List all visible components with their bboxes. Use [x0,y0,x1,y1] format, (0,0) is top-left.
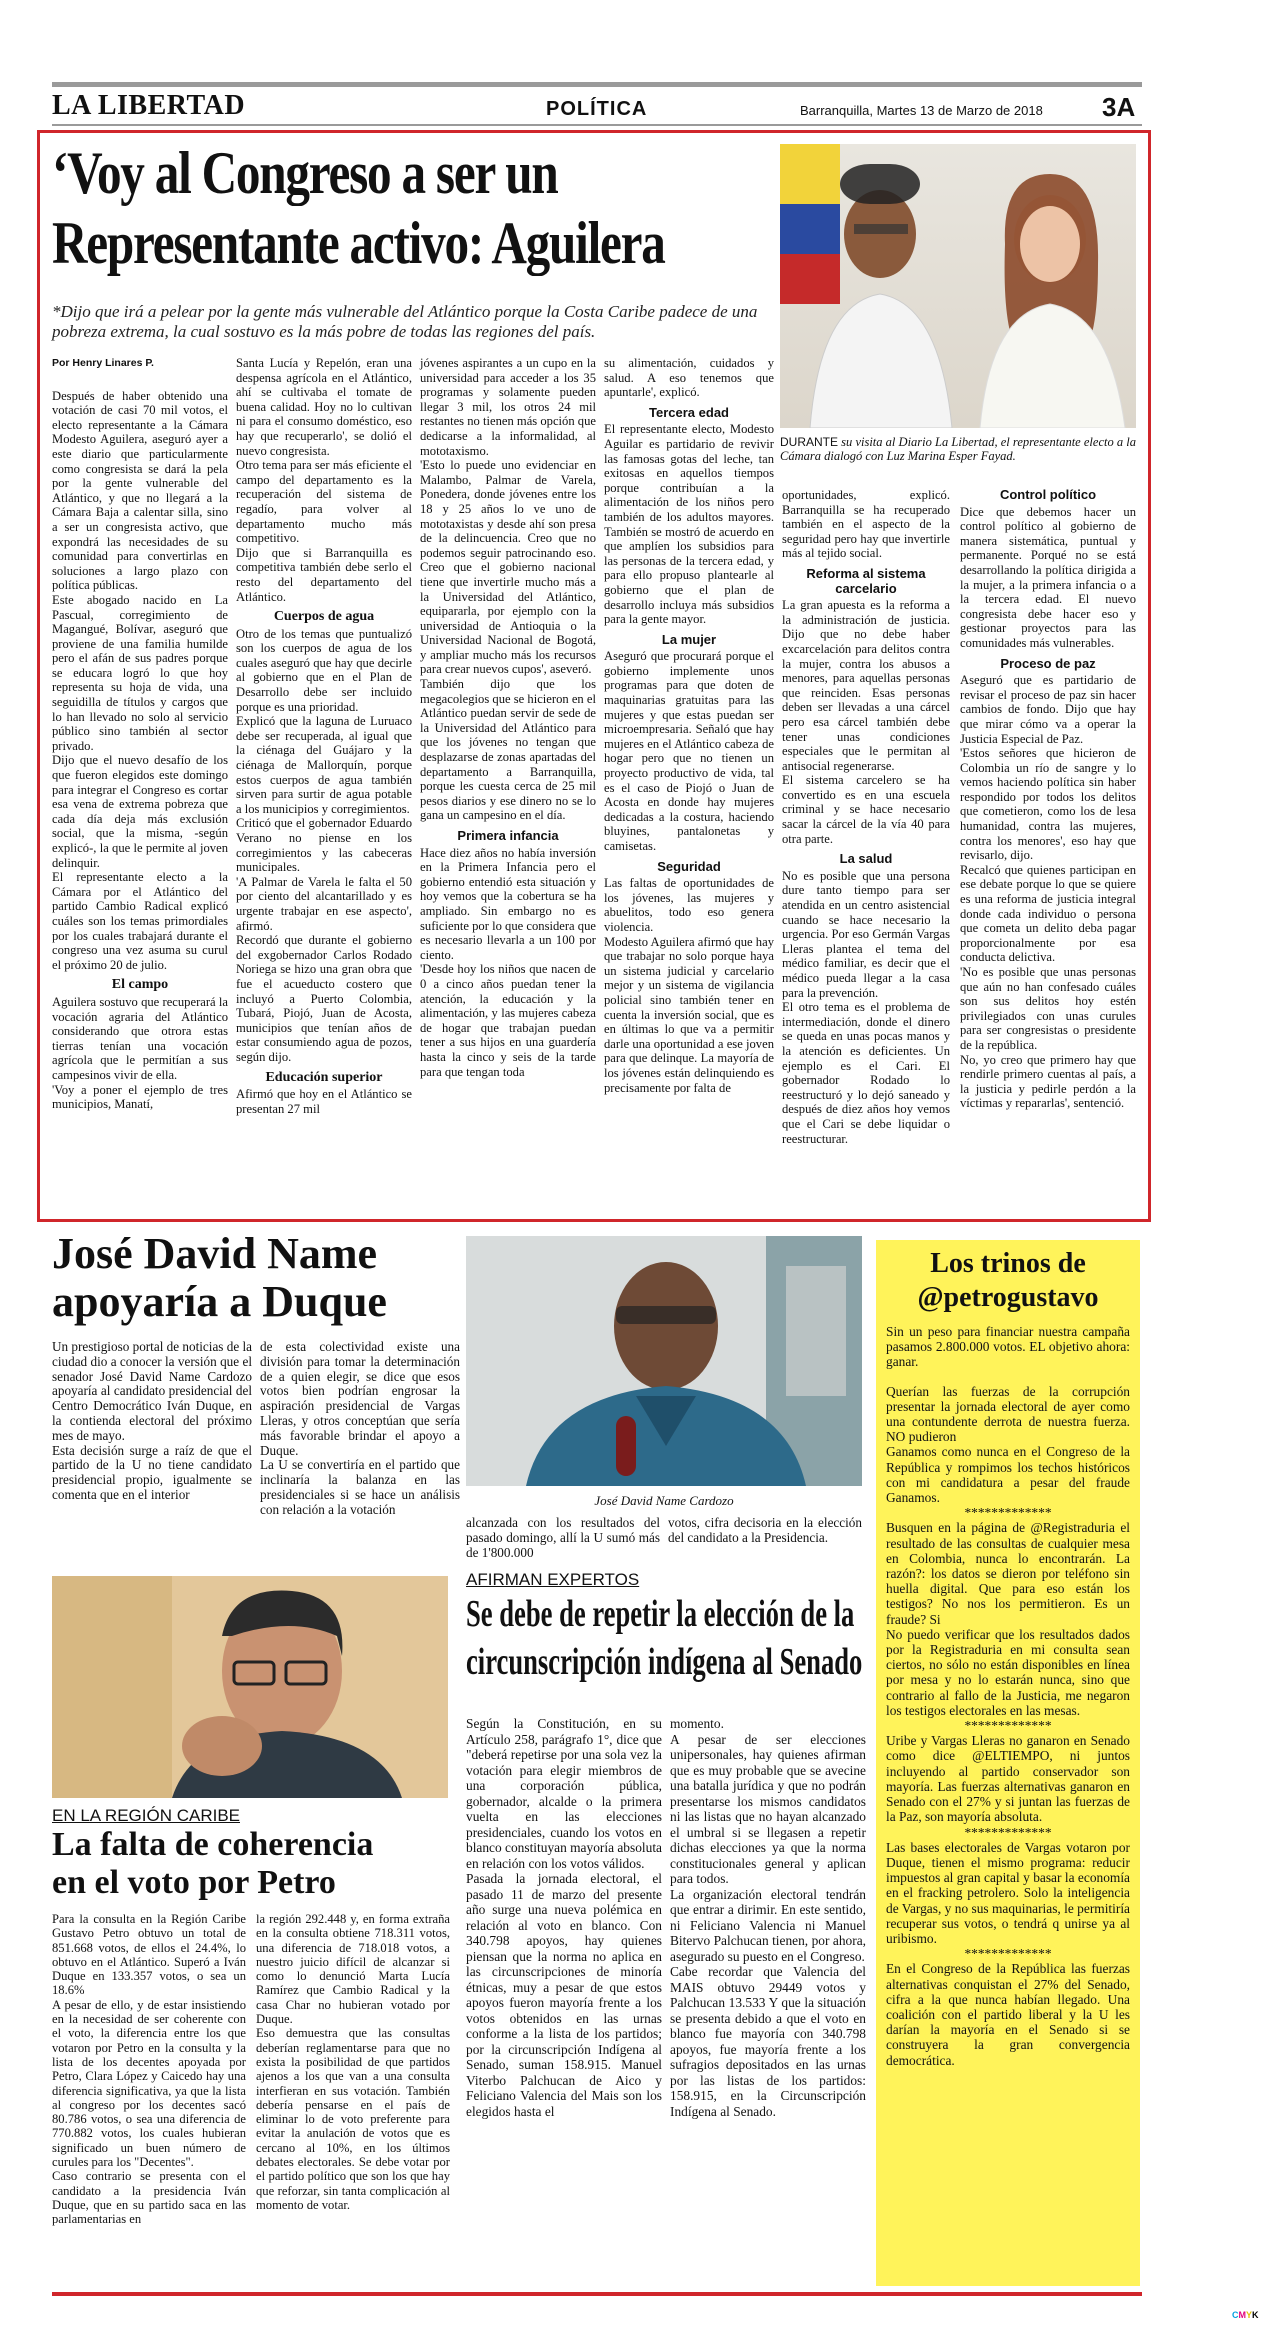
separator-3: ************* [964,1824,1052,1840]
name-column-3 [466,1516,660,1560]
name-headline-line2: apoyaría a Duque [52,1277,387,1326]
lead-col2-text: Santa Lucía y Repelón, eran una despensa agrícola en el Atlántico, ahí se cultivaba el tomate de buena calidad. Hoy no lo cultivan ni para el consumo doméstico, eso hay que recuperarlo', se dolió el nuevo congresista. Otro tema para ser más eficiente el campo del departamento es la recuperación del sistema de regadío, para volver al departamento mucho más competitivo. Dijo que si Barranquilla es competitiva también debe serlo el resto del departamento del Atlántico. [236,356,412,604]
name-column-1 [52,1340,252,1503]
lead-photo [780,144,1136,428]
lead-col4-text: su alimentación, cuidados y salud. A eso tenemos que apuntarle', explicó. [604,356,774,400]
name-photo-caption: José David Name Cardozo [594,1493,734,1508]
lead-column-1 [52,356,228,1112]
subhead-seguridad: Seguridad [657,858,721,874]
lead-col4c-text: Aseguró que procurará porque el gobierno implemente unos programas para que doten de maquinarias gratuitas para las mujeres y que estas puedan ser microempresaria. Señaló que hay mujeres en el Atlántico cabeza de hogar pero que no tienen un proyecto productivo de vida, tal es el caso de Piojó o Juan de Acosta en donde hay mujeres dedicadas a la costura, haciendo bluyines, pantalonetas y camisetas. [604,649,774,853]
subhead-el-campo: El campo [111,977,169,993]
lead-headline-line1: ‘Voy al Congreso a ser un [52,140,558,206]
lead-col6b-text: Aseguró que es partidario de revisar el proceso de paz sin hacer cambios de fondo. Dijo que hay que mirar cómo va a operar la Justicia Especial de Paz. 'Estos señores que hicieron de Colombia un río de sangre y lo vemos haciendo política sin haber respondido por todos los delitos que cometieron, como los de lesa humanidad, contra las mujeres, contra los menores', eso hay que revisarlo, dijo. Recalcó que quienes participan en ese debate porque lo que se quiere es una reforma de justicia integral donde cada individuo o persona que cometa un delito deba pagar proporcionalmente por esa conducta delictiva. 'No es posible que unas personas que aún no han confesado cuáles son sus delitos hoy estén privilegiados con unas curules para ser congresistas o presidente de la república. No, yo creo que primero hay que rendirle primero cuentas al país, a la justicia y pedirle perdón a la víctimas y repararlas', sentenció. [960,673,1136,1111]
subhead-la-salud: La salud [839,851,893,867]
trino-3: Busquen en la página de @Registraduria el resultado de las consultas de cualquier mesa en Colombia, nunca lo encontrarán. La razón?: los datos se dieron por teléfono sin huella digital. Que para eso están los testigos? No nos los permitieron. Es un fraude? Si No puedo verificar que los resultados dados por la Registraduria en mi consulta sean ciertos, no sólo no están disponibles en línea por mesa y no lo estarán nunca, sino que contrario al fallo de la Justicia, me negaron los testigos electorales en las mesas. [886,1520,1130,1718]
lead-col3-text: jóvenes aspirantes a un cupo en la universidad para acceder a los 35 programas y solamente pueden llegar 3 mil, los otros 24 mil restantes no tienen más opción que dedicarse a la informalidad, al mototaxismo. 'Esto lo puede uno evidenciar en Malambo, Palmar de Varela, Ponedera, donde jóvenes entre los 18 y 25 años lo ve uno de mototaxistas y desde ahí son presa de la delincuencia. Creo que no podemos seguir patrocinando eso. Creo que el gobierno nacional tiene que invertirle mucho más a la Universidad del Atlántico, equipararla, por ejemplo con la universidad de Antioquia o la Universidad Nacional de Bogotá, y ampliar mucho más los recursos para crear nuevos cupos', aseveró. También dijo que los megacolegios que se hicieron en el Atlántico puedan servir de sede de la Universidad del Atlántico para que los jóvenes no tengan que desplazarse de zonas apartadas del departamento a Barranquilla, porque les cuesta cerca de 25 mil pesos diarios y ese dinero no se lo gana un campesino en el día. [420,356,596,823]
subhead-la-mujer: La mujer [661,631,717,647]
name-column-2 [260,1340,460,1518]
bottom-rule [52,2292,1142,2296]
indigena-col2-text: momento. A pesar de ser elecciones unipersonales, hay quienes afirman que es muy probable que se avecine una batalla jurídica y que no podrán presentarse los mismos candidatos ni las listas que no hayan alcanzado el umbral si se llegasen a repetir dichas elecciones ya que la norma constitucionales general y aplican para todos. La organización electoral tendrán que entrar a dirimir. En este sentido, ni Feliciano Valencia ni Manuel Bitervo Palchucan tienen, por ahora, asegurado su puesto en el Congreso. Cabe recordar que Valencia del MAIS obtuvo 29449 votos y Palchucan 13.533 Y que la situación se presenta debido a que el voto en blanco fue mayoría con 340.798 apoyos, fue mayoría frente a los sufragios depositados en las urnas por las listas de los partidos: 158.915, en la Circunscripción Indígena al Senado. [670,1716,866,2119]
lead-column-5 [782,488,950,1146]
lead-deck: *Dijo que irá a pelear por la gente más vulnerable del Atlántico porque la Costa Caribe padece de una pobreza extrema, la cual sostuvo es la más pobre de todas las regiones del país. [52,302,758,341]
lead-col1-text: Después de haber obtenido una votación de casi 70 mil votos, el electo representante a la Cámara Modesto Aguilera, aseguró ayer a este diario que particularmente como congresista se dará la pela por la gente vulnerable del Atlántico, y que no llegará a la Cámara Baja a calentar silla, sino a ser un congresista activo, que expondrá las necesidades de su comunidad para convertirlas en soluciones a largo plazo con política públicas. Este abogado nacido en La Pascual, corregimiento de Magangué, Bolívar, aseguró que proviene de una familia humilde pero el afán de sus padres porque se educara logró lo que hoy representa su hoja de vida, una seguidilla de títulos y cargos que lo han llevado no solo al servicio público sino también al sector privado. Dijo que el nuevo desafío de los que fueron elegidos este domingo para integrar el Congreso es cortar esa vena de extrema pobreza que cada día deja más exclusión social, que la misma, -según explicó-, la que le permite al joven delinquir. El representante electo a la Cámara por el Atlántico del partido Cambio Radical explicó cuáles son los temas primordiales por los cuales trabajará durante el congreso una vez asuma su curul el próximo 20 de julio. [52,388,228,972]
separator-2: ************* [964,1718,1052,1734]
indigena-column-2 [670,1716,866,2119]
indigena-col1-text: Según la Constitución, en su Artículo 258, parágrafo 1°, dice que "deberá repetirse por una sola vez la votación para elegir miembros de una corporación pública, gobernador, alcalde o la primera vuelta en las elecciones presidenciales, cuando los votos en blanco constituyan mayoría absoluta en relación con los votos válidos. Pasada la jornada electoral, el pasado 11 de marzo del presente año surge una nueva polémica en relación al voto en blanco. Con 340.798 apoyos, hay quienes piensan que la norma no aplica en las circunscripciones de minoría étnicas, muy a pesar de que estos apoyos fueron mayoría frente a los votos obtenidos en las urnas conforme a la lista de los partidos; por la circunscripción Indígena al Senado, suman 158.915. Manuel Viterbo Palchucan de Aico y Feliciano Valencia del Mais son los elegidos hasta el [466,1716,662,2119]
petro-column-2 [256,1912,450,2212]
subhead-proceso-de-paz: Proceso de paz [1000,655,1096,671]
lead-column-3 [420,356,596,1079]
indigena-headline-line2: circunscripción indígena al Senado [466,1641,863,1683]
name-col1-text: Un prestigioso portal de noticias de la ciudad dio a conocer la versión que el senador José David Name Cardozo apoyaría al candidato presidencial del Centro Democrático Iván Duque, en la contienda electoral del próximo mes de mayo. Esta decisión surge a raíz de que el partido de la U no tiene candidato presidencial propio, igualmente se comenta que en el interior [52,1339,252,1502]
separator-1: ************* [964,1505,1052,1521]
petro-headline-line1: La falta de coherencia [52,1826,374,1863]
petro-photo [52,1576,448,1798]
lead-photo-caption [780,435,1136,463]
separator-4: ************* [964,1946,1052,1962]
petro-col1-text: Para la consulta en la Región Caribe Gustavo Petro obtuvo un total de 851.668 votos, de ellos el 24.4%, lo obtuvo en el Atlántico. Superó a Iván Duque en 133.357 votos, o sea un 18.6% A pesar de ello, y de estar insistiendo en la necesidad de ser coherente con el voto, la diferencia entre los que votaron por Petro en la consulta y la lista de los decentes apoyada por Petro, Clara López y Caicedo hay una diferencia significativa, ya que la lista al congreso por los decentes sacó 80.786 votos, o sea una diferencia de 770.882 votos, los cuales hubieran significado un buen número de curules para los "Decentes". Caso contrario se presenta con el candidato a la presidencia Iván Duque, que en su partido saca en las parlamentarias en [52,1912,246,2227]
trino-1: Sin un peso para financiar nuestra campaña pasamos 2.800.000 votos. EL objetivo ahora: ganar. [886,1324,1130,1370]
lead-col2b-text: Otro de los temas que puntualizó son los cuerpos de agua de los cuales aseguró que hay que decirle al gobierno que en el Plan de Desarrollo debe ser incluido porque es una prioridad. Explicó que la laguna de Luruaco debe ser recuperada, al igual que la ciénaga del Guájaro y la ciénaga de Mallorquín, porque estos cuerpos de agua también sirven para surtir de agua potable a los municipios y corregimientos. Criticó que el gobernador Eduardo Verano no piense en los corregimientos y las cabeceras municipales. 'A Palmar de Varela le falta el 50 por ciento del alcantarillado y es urgente trabajar en ese aspecto', afirmó. Recordó que durante el gobierno del exgobernador Carlos Rodado Noriega se hizo una gran obra que fue el acueducto costero que incluyó a Puerto Colombia, Tubará, Piojó, Juan de Acosta, municipios que tenían años de estar consumiendo agua de pozos, según dijo. [236,626,412,1064]
section-name: POLÍTICA [546,98,648,120]
petro-headline-line2: en el voto por Petro [52,1864,336,1901]
name-column-4 [668,1516,862,1546]
lead-col4b-text: El representante electo, Modesto Aguilar es partidario de revivir las famosas gotas del leche, tan exitosas en aquellos tiempos porque contribuían a la alimentación de los niños pero también de los adultos mayores. También se mostró de acuerdo en que amplíen los subsidios para las personas de la tercera edad, y para ello propuso plantearle al gobierno que el plan de desarrollo incluya más subsidios para la gente mayor. [604,422,774,627]
lead-column-6 [960,488,1136,1111]
lead-col1b-text: Aguilera sostuvo que recuperará la vocación agraria del Atlántico considerando que otrora estas tierras tenían una vocación agrícola que le permitían a sus campesinos vivir de ella. 'Voy a poner el ejemplo de tres municipios, Manatí, [52,994,228,1112]
name-headline-line1: José David Name [52,1229,378,1278]
subhead-cuerpos-de-agua: Cuerpos de agua [273,609,375,625]
lead-col4d-text: Las faltas de oportunidades de los jóvenes, las mujeres y abuelitos, todo eso genera violencia. Modesto Aguilera afirmó que hay que trabajar no solo porque haya un sistema judicial y carcelario mejor y un sistema de vigilancia policial sino también tener en cuenta la inversión social, que es en últimas lo que va a permitir darle una oportunidad a ese joven para que delinque. La mayoría de los jóvenes están delinquiendo es precisamente por falta de [604,876,774,1095]
dateline: Barranquilla, Martes 13 de Marzo de 2018 [800,103,1043,118]
subhead-reforma-carcelaria: Reforma al sistema carcelario [806,565,926,596]
trino-5: Las bases electorales de Vargas votaron por Duque, tienen el mismo programa: reducir impuestos al gran capital y basar la economía en el fracking petrolero. Solo la inteligencia de Vargas, y no sus maquinarias, le permitiría recuperar sus votos, o tendrá q unirse ya al uribismo. [886,1839,1130,1946]
trinos-title-line2: @petrogustavo [917,1282,1099,1313]
petro-col2-text: la región 292.448 y, en forma extraña en la consulta obtiene 718.311 votos, una diferencia de 718.018 votos, a nuestro juicio difícil de alcanzar si como lo denunció Marta Lucía Ramírez que Cambio Radical y la casa Char no hubieran votado por Duque. Eso demuestra que las consultas deberían reglamentarse para que no exista la posibilidad de que partidos ajenos a los que van a una consulta interfieran en sus votación. También debería pensarse en el país de eliminar lo de voto preferente para evitar la anulación de votos que es cercano al 10%, en los últimos debates electorales. Se debe votar por el partido político que son los que hay que reforzar, sin tanta complicación al momento de votar. [256,1912,450,2212]
petro-kicker: EN LA REGIÓN CARIBE [52,1806,240,1825]
subhead-educacion-superior: Educación superior [265,1069,383,1085]
byline: Por Henry Linares P. [52,357,154,369]
name-photo [466,1236,862,1486]
lead-column-4 [604,356,774,1095]
trinos-text [886,1324,1130,2068]
lead-col5b-text: La gran apuesta es la reforma a la administración de justicia. Dijo que no debe haber excarcelación para delitos contra la mujer, contra los abusos a menores, para aquellas personas que reinciden. Esas personas deben ser llevadas a una cárcel pero esa cárcel también debe tener unas condiciones especiales que le permitan al antisocial regenerarse. El sistema carcelero se ha convertido es en una escuela criminal y se hace necesario sacar la cárcel de la vía 40 para otra parte. [782,598,950,846]
name-col3-text: alcanzada con los resultados del pasado domingo, allí la U sumó más de 1'800.000 [466,1515,660,1560]
caption-text: su visita al Diario La Libertad, el representante electo a la Cámara dialogó con Luz Marina Esper Fayad. [780,435,1136,463]
name-col4-text: votos, cifra decisoria en la elección del candidato a la Presidencia. [668,1515,862,1545]
newspaper-name: LA LIBERTAD [52,90,246,121]
cmyk-text: CMYK [1232,2310,1259,2320]
trino-2: Querían las fuerzas de la corrupción presentar la jornada electoral de ayer como una contundente derrota de nuestra fuerza. NO pudieron Ganamos como nunca en el Congreso de la República y rompimos los techos históricos con mi candidatura a pesar del fraude Ganamos. [886,1383,1130,1506]
trino-6: En el Congreso de la República las fuerzas alternativas conquistan el 27% del Senado, cifra a la que nunca habían llegado. Una coalición con el partido liberal y la U les darían la mayoría en el Senado si se construyera la gran convergencia democrática. [886,1961,1130,2068]
page-number: 3A [1102,92,1136,122]
name-col2-text: de esta colectividad existe una división para tomar la determinación de a quien elegir, se dice que esos votos bien podrían engrosar la aspiración presidencial de Vargas Lleras, y otros conceptúan que sería más favorable brindar el apoyo a Duque. La U se convertiría en el partido que inclinaría la balanza en las presidenciales si se hace un análisis con relación a la votación [260,1339,460,1517]
lead-col5-text: oportunidades, explicó. Barranquilla se ha recuperado también en el aspecto de la seguridad pero hay que invertirle más al tejido social. [782,488,950,561]
top-rule [52,82,1142,87]
trinos-title-line1: Los trinos de [930,1248,1086,1279]
indigena-kicker: AFIRMAN EXPERTOS [466,1570,640,1589]
subhead-control-politico: Control político [999,487,1097,502]
lead-column-2 [236,356,412,1116]
indigena-column-1 [466,1716,662,2119]
lead-col5c-text: No es posible que una persona dure tanto tiempo para ser atendida en un centro asistencial cuando se hace necesario la urgencia. Por eso Germán Vargas Lleras plantea el tema del médico familiar, es decir que el médico pueda llegar a la casa para la prevención. El otro tema es el problema de intermediación, donde el dinero se queda en unas pocas manos y la atención es deficientes. Un ejemplo es el Cari. El gobernador Rodado lo reestructuró y lo dejó saneado y después de diez años hoy vemos que el Cari se debe liquidar o reestructurar. [782,868,950,1146]
subhead-primera-infancia: Primera infancia [457,828,559,843]
trino-4: Uribe y Vargas Lleras no ganaron en Senado como dice @ELTIEMPO, ni juntos incluyendo al partido conservador son mayoría. Las fuerzas alternativas ganaron en Senado con el 27% y si juntan las fuerzas de la Paz, son mayoría absoluta. [886,1733,1130,1825]
indigena-headline-line1: Se debe de repetir la elección de la [466,1593,855,1635]
caption-lead-word: DURANTE [780,435,839,449]
lead-col3b-text: Hace diez años no había inversión en la Primera Infancia pero el gobierno entendió esta situación y hoy vemos que la cobertura se ha ampliado. Sin embargo no es suficiente por lo que considera que es necesario llevarla a un 100 por ciento. 'Desde hoy los niños que nacen de 0 a cinco años puedan tener la atención, la educación y la alimentación, y las mujeres cabeza de hogar que trabajan puedan tener a sus hijos en una guardería hasta la cinco y seis de la tarde para que tengan toda [420,845,596,1079]
subhead-tercera-edad: Tercera edad [649,404,729,420]
lead-col2c-text: Afirmó que hoy en el Atlántico se presentan 27 mil [236,1087,412,1116]
lead-headline-line2: Representante activo: Aguilera [52,210,665,276]
cmyk-mark [1232,2310,1259,2320]
lead-col6-text: Dice que debemos hacer un control político al gobierno de manera sistemática, puntual y permanente. Porqué no se está desarrollando la política dirigida a la mujer, a la primera infancia o a la tercera edad. El nuevo congresista debe hacer eso y gestionar proyectos para las comunidades más vulnerables. [960,504,1136,650]
petro-column-1 [52,1912,246,2227]
header-rule [52,124,1142,126]
